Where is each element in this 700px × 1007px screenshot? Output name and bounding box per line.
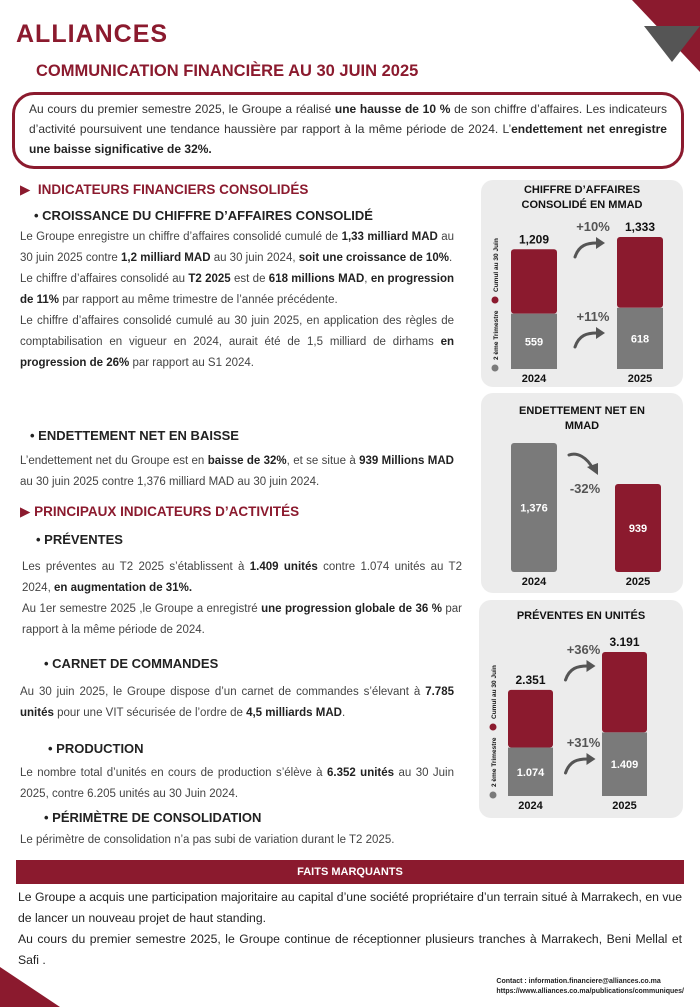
- contact-info: [496, 977, 684, 997]
- subsection-backlog-title: • CARNET DE COMMANDES: [44, 656, 219, 671]
- presales-total-label: 2.351: [515, 672, 546, 687]
- revenue-category-label: 2025: [627, 373, 653, 385]
- debt-paragraph: L’endettement net du Groupe est en baisse de 32%, et se situe à 939 Millions MAD au 30 juin 2025 contre 1,376 milliard MAD au 30 juin 2024.: [20, 455, 454, 488]
- debt-value-label: 939: [628, 522, 648, 535]
- subsection-presales-title: • PRÉVENTES: [36, 532, 123, 547]
- presales-category-label: 2024: [518, 800, 543, 812]
- presales-legend-dot-cumul: [490, 724, 497, 731]
- corner-decoration: [614, 0, 700, 72]
- presales-growth-arrow-icon: [566, 666, 588, 680]
- subsection-debt-title: • ENDETTEMENT NET EN BAISSE: [30, 428, 239, 443]
- section-financial-title: ▶ INDICATEURS FINANCIERS CONSOLIDÉS: [20, 182, 309, 197]
- revenue-category-label: 2024: [521, 373, 547, 385]
- presales-legend-label-cumul: Cumul au 30 Juin: [491, 665, 498, 719]
- presales-chart-title: PRÉVENTES EN UNITÉS: [516, 610, 646, 622]
- production-paragraph: Le nombre total d’unités en cours de production s’élève à 6.352 unités au 30 Juin 2025, contre 6.205 unités au 30 Juin 2024.: [20, 767, 455, 800]
- presales-bar-cumul: [508, 690, 553, 748]
- company-logo: ALLIANCES: [16, 20, 169, 48]
- subsection-revenue-title: • CROISSANCE DU CHIFFRE D’AFFAIRES CONSOLIDÉ: [34, 208, 373, 223]
- revenue-legend-dot-cumul: [492, 297, 499, 304]
- debt-value-label: 1,376: [520, 502, 548, 515]
- triangle-bullet-icon: ▶: [20, 504, 31, 519]
- revenue-growth-arrow-icon: [575, 243, 597, 257]
- revenue-annotation-total: +10%: [576, 219, 610, 234]
- revenue-bar-cumul: [511, 249, 557, 313]
- triangle-bullet-icon: ▶: [20, 182, 31, 197]
- presales-category-label: 2025: [612, 800, 637, 812]
- revenue-segment-label: 618: [630, 333, 650, 346]
- scope-paragraph: Le périmètre de consolidation n’a pas subi de variation durant le T2 2025.: [20, 834, 395, 846]
- presales-paragraph: Les préventes au T2 2025 s’établissent à 1.409 unités contre 1.074 unités au T2 2024, en augmentation de 31%. Au 1er semestre 2025 ,le Groupe a enregistré une progression globale de 36 % par rapport à la même période de 2024.: [22, 561, 462, 636]
- debt-chart-title: ENDETTEMENT NET EN MMAD: [519, 405, 645, 432]
- presales-growth-arrow-icon-head: [587, 660, 596, 672]
- backlog-paragraph: Au 30 juin 2025, le Groupe dispose d’un carnet de commandes s’élevant à 7.785 unités pour une VIT sécurisée de l’ordre de 4,5 milliards MAD.: [20, 686, 454, 719]
- revenue-growth-arrow-icon-head: [596, 327, 605, 339]
- contact-email: Contact : information.financiere@alliances.co.ma: [496, 978, 661, 985]
- section-activity-title: ▶ PRINCIPAUX INDICATEURS D’ACTIVITÉS: [20, 504, 300, 519]
- debt-chart-panel: [481, 393, 683, 593]
- debt-category-label: 2025: [625, 576, 651, 588]
- debt-decline-arrow-icon-head: [587, 463, 598, 475]
- debt-chart: [481, 393, 683, 593]
- debt-category-label: 2024: [521, 576, 547, 588]
- revenue-total-label: 1,209: [518, 232, 550, 247]
- revenue-total-label: 1,333: [624, 220, 656, 234]
- debt-annotation: -32%: [569, 481, 601, 496]
- revenue-chart-panel: [481, 180, 683, 387]
- presales-chart-panel: [479, 600, 683, 818]
- presales-growth-arrow-icon-head: [587, 753, 596, 765]
- presales-segment-label: 1.074: [516, 766, 545, 779]
- presales-growth-arrow-icon: [566, 759, 588, 773]
- revenue-annotation-q2: +11%: [576, 309, 610, 324]
- presales-annotation-total: +36%: [566, 642, 601, 657]
- subsection-production-title: • PRODUCTION: [48, 741, 144, 756]
- corner-decoration-bottom: [0, 967, 60, 1007]
- revenue-growth-arrow-icon-head: [596, 237, 605, 249]
- presales-annotation-q2: +31%: [566, 735, 601, 750]
- revenue-legend-dot-q2: [492, 365, 499, 372]
- contact-url: https://www.alliances.co.ma/publications/communiques/: [496, 988, 684, 995]
- revenue-chart-title: CHIFFRE D’AFFAIRES CONSOLIDÉ EN MMAD: [521, 184, 643, 211]
- revenue-paragraph: Le Groupe enregistre un chiffre d’affaires consolidé cumulé de 1,33 milliard MAD au 30 juin 2025 contre 1,2 milliard MAD au 30 juin 2024, soit une croissance de 10%. Le chiffre d’affaires consolidé au T2 2025 est de 618 millions MAD, en progression de 11% par rapport au même trimestre de l’année précédente. Le chiffre d’affaires consolidé cumulé au 30 juin 2025, en application des règles de comptabilisation en vigueur en 2024, aurait été de 1,5 milliard de dirhams en progression de 26% par rapport au S1 2024.: [20, 231, 455, 369]
- revenue-legend-label-q2: 2 ème Trimestre: [493, 310, 500, 360]
- presales-chart: [479, 600, 683, 818]
- presales-segment-label: 1.409: [610, 759, 639, 772]
- highlights-header: FAITS MARQUANTS: [16, 860, 684, 884]
- revenue-growth-arrow-icon: [575, 333, 597, 347]
- page-title: COMMUNICATION FINANCIÈRE AU 30 JUIN 2025: [36, 62, 419, 80]
- intro-summary: Au cours du premier semestre 2025, le Groupe a réalisé une hausse de 10 % de son chiffre d’affaires. Les indicateurs d’activité poursuivent une tendance haussière par rapport à la même période de 2024. L’endettement net enregistre une baisse significative de 32%.: [12, 92, 684, 169]
- revenue-bar-cumul: [617, 237, 663, 308]
- presales-bar-cumul: [602, 652, 647, 732]
- presales-total-label: 3.191: [609, 635, 640, 649]
- presales-legend-label-q2: 2 ème Trimestre: [491, 737, 498, 787]
- revenue-legend-label-cumul: Cumul au 30 Juin: [493, 238, 500, 292]
- highlights-text: Le Groupe a acquis une participation majoritaire au capital d’une société propriétaire d’un terrain situé à Marrakech, en vue de lancer un nouveau projet de haut standing. Au cours du premier semestre 2025, le Groupe continue de réceptionner plusieurs tranches à Marrakech, Beni Mellal et Safi .: [18, 890, 682, 967]
- revenue-chart: [481, 180, 683, 387]
- presales-legend-dot-q2: [490, 792, 497, 799]
- revenue-segment-label: 559: [524, 336, 544, 349]
- subsection-scope-title: • PÉRIMÈTRE DE CONSOLIDATION: [44, 810, 262, 825]
